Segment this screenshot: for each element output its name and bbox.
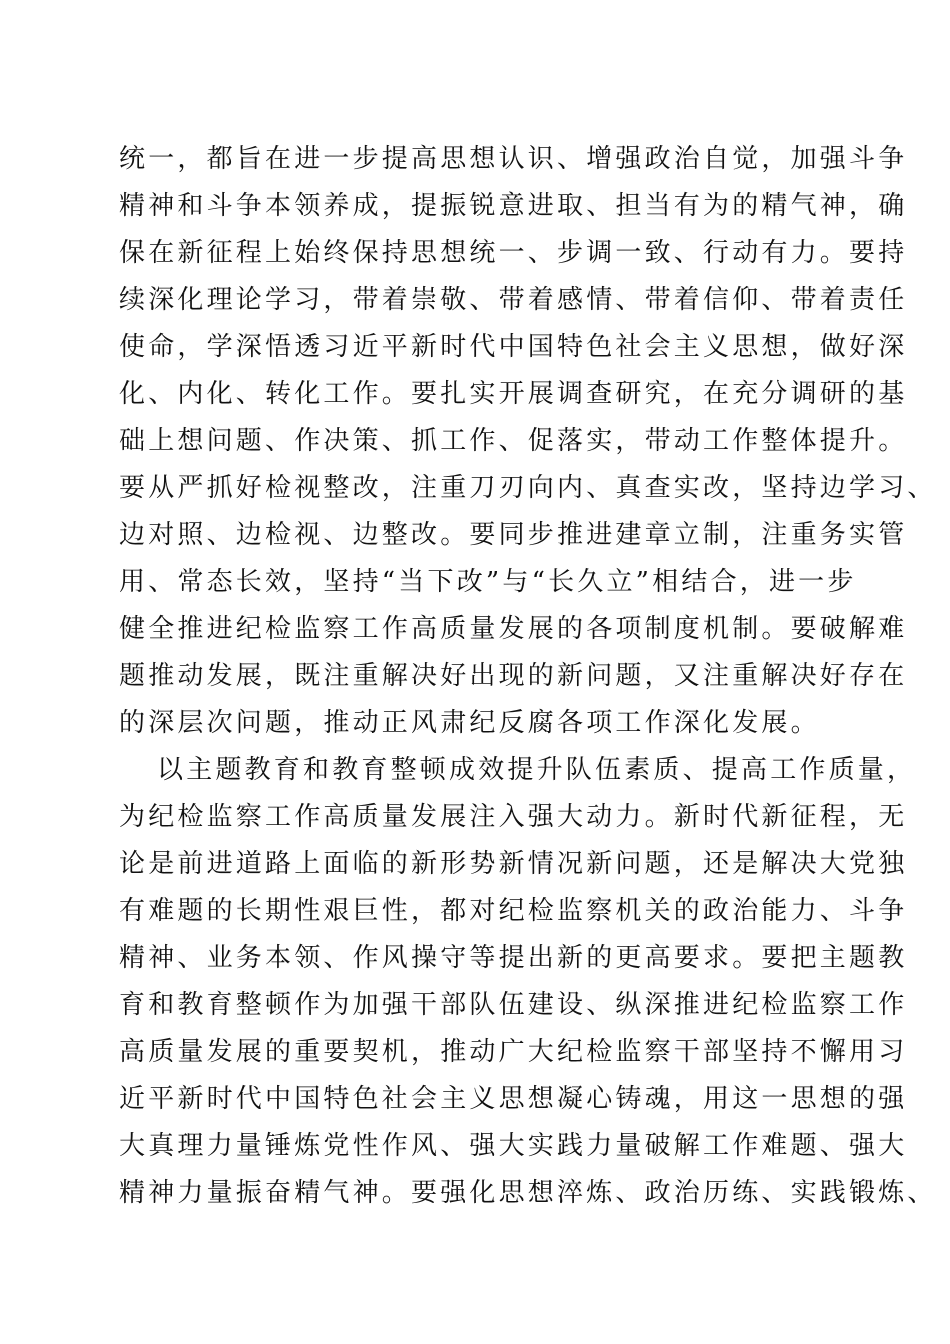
- text-line: 保在新征程上始终保持思想统一、步调一致、行动有力。要持: [119, 238, 908, 268]
- text-line: 有难题的长期性艰巨性，都对纪检监察机关的政治能力、斗争: [119, 896, 908, 926]
- text-line: 精神、业务本领、作风操守等提出新的更高要求。要把主题教: [119, 943, 908, 973]
- text-line: 化、内化、转化工作。要扎实开展调查研究，在充分调研的基: [119, 379, 908, 409]
- text-line: 用、常态长效，坚持“当下改”与“长久立”相结合，进一步: [119, 567, 857, 597]
- text-line: 精神和斗争本领养成，提振锐意进取、担当有为的精气神，确: [119, 191, 908, 221]
- text-line: 精神力量振奋精气神。要强化思想淬炼、政治历练、实践锻炼、: [119, 1178, 937, 1208]
- text-line-first-indent: 以主题教育和教育整顿成效提升队伍素质、提高工作质量，: [157, 755, 917, 785]
- text-line: 统一，都旨在进一步提高思想认识、增强政治自觉，加强斗争: [119, 144, 908, 174]
- document-body: [119, 136, 937, 1217]
- text-line: 为纪检监察工作高质量发展注入强大动力。新时代新征程，无: [119, 802, 908, 832]
- paragraph-2: [119, 747, 937, 1217]
- text-line: 的深层次问题，推动正风肃纪反腐各项工作深化发展。: [119, 708, 820, 738]
- text-line: 大真理力量锤炼党性作风、强大实践力量破解工作难题、强大: [119, 1131, 908, 1161]
- text-line: 论是前进道路上面临的新形势新情况新问题，还是解决大党独: [119, 849, 908, 879]
- text-line: 使命，学深悟透习近平新时代中国特色社会主义思想，做好深: [119, 332, 908, 362]
- text-line: 续深化理论学习，带着崇敬、带着感情、带着信仰、带着责任: [119, 285, 908, 315]
- text-line: 题推动发展，既注重解决好出现的新问题，又注重解决好存在: [119, 661, 908, 691]
- text-line: 育和教育整顿作为加强干部队伍建设、纵深推进纪检监察工作: [119, 990, 908, 1020]
- text-line: 健全推进纪检监察工作高质量发展的各项制度机制。要破解难: [119, 614, 908, 644]
- text-line: 础上想问题、作决策、抓工作、促落实，带动工作整体提升。: [119, 426, 908, 456]
- paragraph-1: [119, 136, 937, 747]
- text-line: 边对照、边检视、边整改。要同步推进建章立制，注重务实管: [119, 520, 908, 550]
- text-line: 近平新时代中国特色社会主义思想凝心铸魂，用这一思想的强: [119, 1084, 908, 1114]
- text-line: 高质量发展的重要契机，推动广大纪检监察干部坚持不懈用习: [119, 1037, 908, 1067]
- text-line: 要从严抓好检视整改，注重刀刃向内、真查实改，坚持边学习、: [119, 473, 937, 503]
